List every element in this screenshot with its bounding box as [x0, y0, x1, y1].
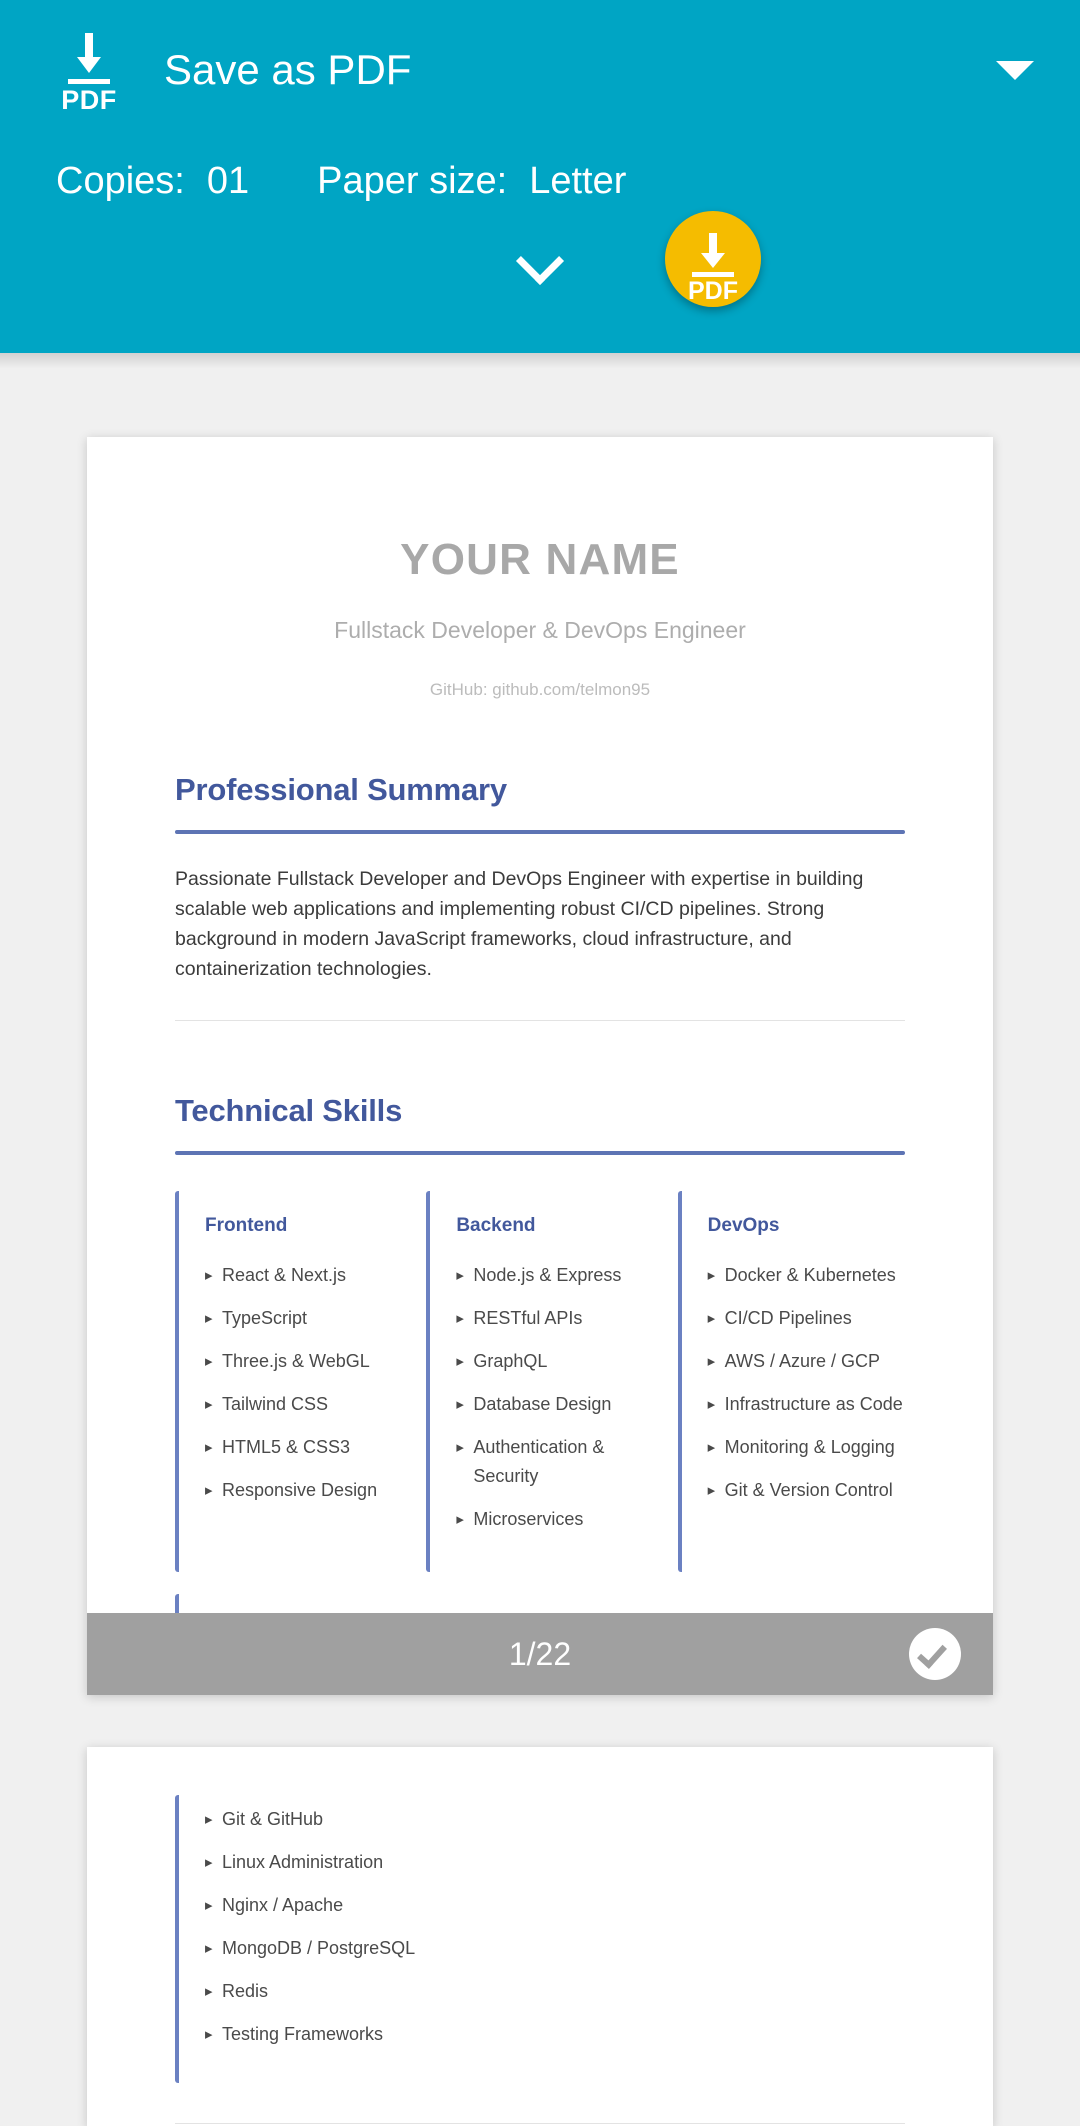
- section-rule: [175, 1151, 905, 1155]
- caret-down-icon[interactable]: [996, 61, 1034, 80]
- resume-contact: GitHub: github.com/telmon95: [429, 680, 651, 699]
- skill-column-title: Backend: [456, 1215, 536, 1236]
- skill-item: ▸ RESTful APIs: [456, 1304, 653, 1333]
- skill-item: ▸ TypeScript: [205, 1304, 402, 1333]
- page-indicator: 1/22: [508, 1635, 572, 1672]
- printer-name: Save as PDF: [164, 46, 412, 93]
- summary-text: Passionate Fullstack Developer and DevOps Engineer with expertise in building scalable web applications and implementing robust CI/CD pipelines. Strong background in modern JavaScript frameworks, cloud infrastructure, and containerization technologies.: [175, 868, 864, 980]
- skill-item: ▸ Tailwind CSS: [205, 1390, 402, 1419]
- skill-item: ▸ MongoDB / PostgreSQL: [205, 1934, 605, 1963]
- fab-label: PDF: [688, 277, 738, 305]
- skill-column-title: DevOps: [707, 1215, 780, 1236]
- skill-item: ▸ Node.js & Express: [456, 1261, 653, 1290]
- skill-item: ▸ Docker & Kubernetes: [708, 1261, 905, 1290]
- skill-item: ▸ Nginx / Apache: [205, 1891, 605, 1920]
- printer-selector-row[interactable]: [0, 0, 1080, 140]
- document-preview-area[interactable]: [0, 353, 1080, 2126]
- section-rule: [175, 830, 905, 834]
- skills-grid: [175, 1191, 905, 1572]
- skill-item: ▸ Testing Frameworks: [205, 2020, 605, 2049]
- pdf-icon-label: PDF: [61, 85, 117, 115]
- page-selected-checkbox[interactable]: [909, 1628, 961, 1680]
- skill-item: ▸ AWS / Azure / GCP: [708, 1347, 905, 1376]
- skill-column-devops: [678, 1191, 905, 1572]
- resume-content: [87, 437, 993, 1668]
- skill-item: ▸ Monitoring & Logging: [708, 1433, 905, 1462]
- page-2-content: [87, 1747, 993, 2083]
- skill-item: ▸ Database Design: [456, 1390, 653, 1419]
- save-pdf-fab[interactable]: [665, 211, 761, 307]
- skill-item: ▸ GraphQL: [456, 1347, 653, 1376]
- preview-page-1[interactable]: [87, 437, 993, 1695]
- copies-value[interactable]: 01: [206, 159, 250, 202]
- copies-label: Copies:: [56, 159, 185, 202]
- paper-size-value[interactable]: Letter: [529, 159, 627, 202]
- resume-name: YOUR NAME: [400, 535, 680, 584]
- section-divider: [175, 2123, 905, 2124]
- skill-item: ▸ HTML5 & CSS3: [205, 1433, 402, 1462]
- skill-item: ▸ Authentication & Security: [456, 1433, 653, 1491]
- tools-continued-column: [175, 1795, 605, 2083]
- skill-item: ▸ Git & Version Control: [708, 1476, 905, 1505]
- skill-column-title: Frontend: [205, 1215, 288, 1236]
- print-options-row: [0, 140, 1080, 222]
- check-icon: [917, 1638, 947, 1669]
- skill-item: ▸ Redis: [205, 1977, 605, 2006]
- skill-item: ▸ Microservices: [456, 1505, 653, 1534]
- skill-column-backend: [426, 1191, 653, 1572]
- resume-title: Fullstack Developer & DevOps Engineer: [334, 617, 746, 643]
- skill-item: ▸ Responsive Design: [205, 1476, 402, 1505]
- skill-item: ▸ CI/CD Pipelines: [708, 1304, 905, 1333]
- skill-item: ▸ React & Next.js: [205, 1261, 402, 1290]
- pdf-download-icon: [56, 29, 122, 115]
- skill-column-frontend: [175, 1191, 402, 1572]
- skill-item: ▸ Three.js & WebGL: [205, 1347, 402, 1376]
- preview-page-2[interactable]: [87, 1747, 993, 2126]
- paper-size-label: Paper size:: [317, 159, 508, 202]
- technical-skills-section: [175, 1021, 905, 1668]
- section-heading-skills: Technical Skills: [175, 1093, 403, 1128]
- professional-summary-section: [175, 700, 905, 1021]
- skill-item: ▸ Linux Administration: [205, 1848, 605, 1877]
- print-dialog-bar: [0, 0, 1080, 353]
- chevron-down-icon: [516, 237, 564, 285]
- section-heading-summary: Professional Summary: [175, 772, 507, 807]
- expand-options-button[interactable]: [0, 222, 1080, 318]
- skill-item: ▸ Infrastructure as Code: [708, 1390, 905, 1419]
- page-footer-1: [87, 1613, 993, 1695]
- skill-item: ▸ Git & GitHub: [205, 1805, 605, 1834]
